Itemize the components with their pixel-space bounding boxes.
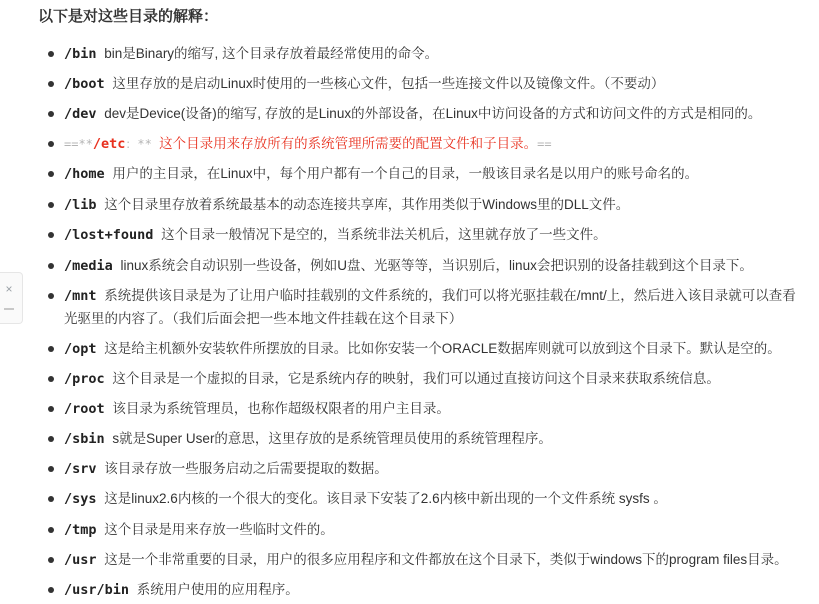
directory-name: /srv (64, 461, 97, 477)
list-item-mnt (48, 284, 819, 330)
directory-description: 这个目录一般情况下是空的，当系统非法关机后，这里就存放了一些文件。 (161, 227, 607, 242)
markdown-marker: == (537, 137, 552, 151)
bullet-icon (48, 202, 54, 208)
bullet-icon (48, 293, 54, 299)
directory-name: /media (64, 258, 113, 274)
bullet-icon (48, 51, 54, 57)
bullet-icon (48, 376, 54, 382)
bullet-icon (48, 466, 54, 472)
directory-description: 这个目录用来存放所有的系统管理所需要的配置文件和子目录。 (159, 136, 538, 151)
bullet-icon (48, 141, 54, 147)
directory-name: /lib (64, 197, 97, 213)
bullet-icon (48, 587, 54, 593)
directory-description: 用户的主目录，在Linux中，每个用户都有一个自己的目录，一般该目录名是以用户的账号命名的。 (112, 166, 699, 181)
directory-description: 这里存放的是启动Linux时使用的一些核心文件，包括一些连接文件以及镜像文件。（不要动） (112, 76, 665, 91)
directory-name: /usr (64, 552, 97, 568)
bullet-icon (48, 171, 54, 177)
directory-description: 系统用户使用的应用程序。 (136, 582, 299, 597)
directory-description: 这是给主机额外安装软件所摆放的目录。比如你安装一个ORACLE数据库则就可以放到这个目录下。默认是空的。 (104, 341, 781, 356)
directory-name: /boot (64, 76, 105, 92)
directory-description: bin是Binary的缩写, 这个目录存放着最经常使用的命令。 (104, 46, 439, 61)
directory-name: /sbin (64, 431, 105, 447)
bullet-icon (48, 527, 54, 533)
bullet-icon (48, 346, 54, 352)
bullet-icon (48, 81, 54, 87)
markdown-marker: ==** (64, 137, 93, 151)
directory-description: 这是linux2.6内核的一个很大的变化。该目录下安装了2.6内核中新出现的一个文件系统 sysfs 。 (104, 491, 667, 506)
bullet-icon (48, 406, 54, 412)
directory-name: /sys (64, 491, 97, 507)
bullet-icon (48, 436, 54, 442)
directory-name: /mnt (64, 288, 97, 304)
close-icon[interactable]: × (5, 282, 13, 296)
directory-description: 该目录存放一些服务启动之后需要提取的数据。 (104, 461, 388, 476)
directory-name: /home (64, 166, 105, 182)
directory-description: 该目录为系统管理员，也称作超级权限者的用户主目录。 (112, 401, 450, 416)
markdown-marker: ：** (125, 137, 160, 151)
directory-description: 这个目录是用来存放一些临时文件的。 (104, 522, 334, 537)
directory-name: /opt (64, 341, 97, 357)
directory-description: 系统提供该目录是为了让用户临时挂载别的文件系统的，我们可以将光驱挂载在/mnt/上，然后进入该目录就可以查看 (104, 288, 796, 303)
bullet-icon (48, 557, 54, 563)
bullet-icon (48, 232, 54, 238)
directory-description: dev是Device(设备)的缩写, 存放的是Linux的外部设备，在Linux中访问设备的方式和访问文件的方式是相同的。 (104, 106, 762, 121)
directory-name: /usr/bin (64, 582, 130, 598)
directory-name: /root (64, 401, 105, 417)
bullet-icon (48, 263, 54, 269)
bullet-icon (48, 111, 54, 117)
bullet-icon (48, 496, 54, 502)
directory-description: 这个目录里存放着系统最基本的动态连接共享库，其作用类似于Windows里的DLL文件。 (104, 197, 630, 212)
directory-description: linux系统会自动识别一些设备，例如U盘、光驱等等，当识别后，linux会把识别的设备挂载到这个目录下。 (120, 258, 753, 273)
directory-name: /bin (64, 46, 97, 62)
directory-name: /tmp (64, 522, 97, 538)
directory-description: 这是一个非常重要的目录，用户的很多应用程序和文件都放在这个目录下，类似于windows下的program files目录。 (104, 552, 788, 567)
directory-description: 这个目录是一个虚拟的目录，它是系统内存的映射，我们可以通过直接访问这个目录来获取系统信息。 (112, 371, 720, 386)
directory-description-continued: 光驱里的内容了。（我们后面会把一些本地文件挂载在这个目录下） (64, 311, 463, 326)
directory-name: /lost+found (64, 227, 154, 243)
directory-name: /etc (92, 136, 126, 152)
directory-name: /dev (64, 106, 97, 122)
directory-name: /proc (64, 371, 105, 387)
directory-description: s就是Super User的意思，这里存放的是系统管理员使用的系统管理程序。 (112, 431, 552, 446)
section-heading: 以下是对这些目录的解释： (38, 8, 219, 25)
